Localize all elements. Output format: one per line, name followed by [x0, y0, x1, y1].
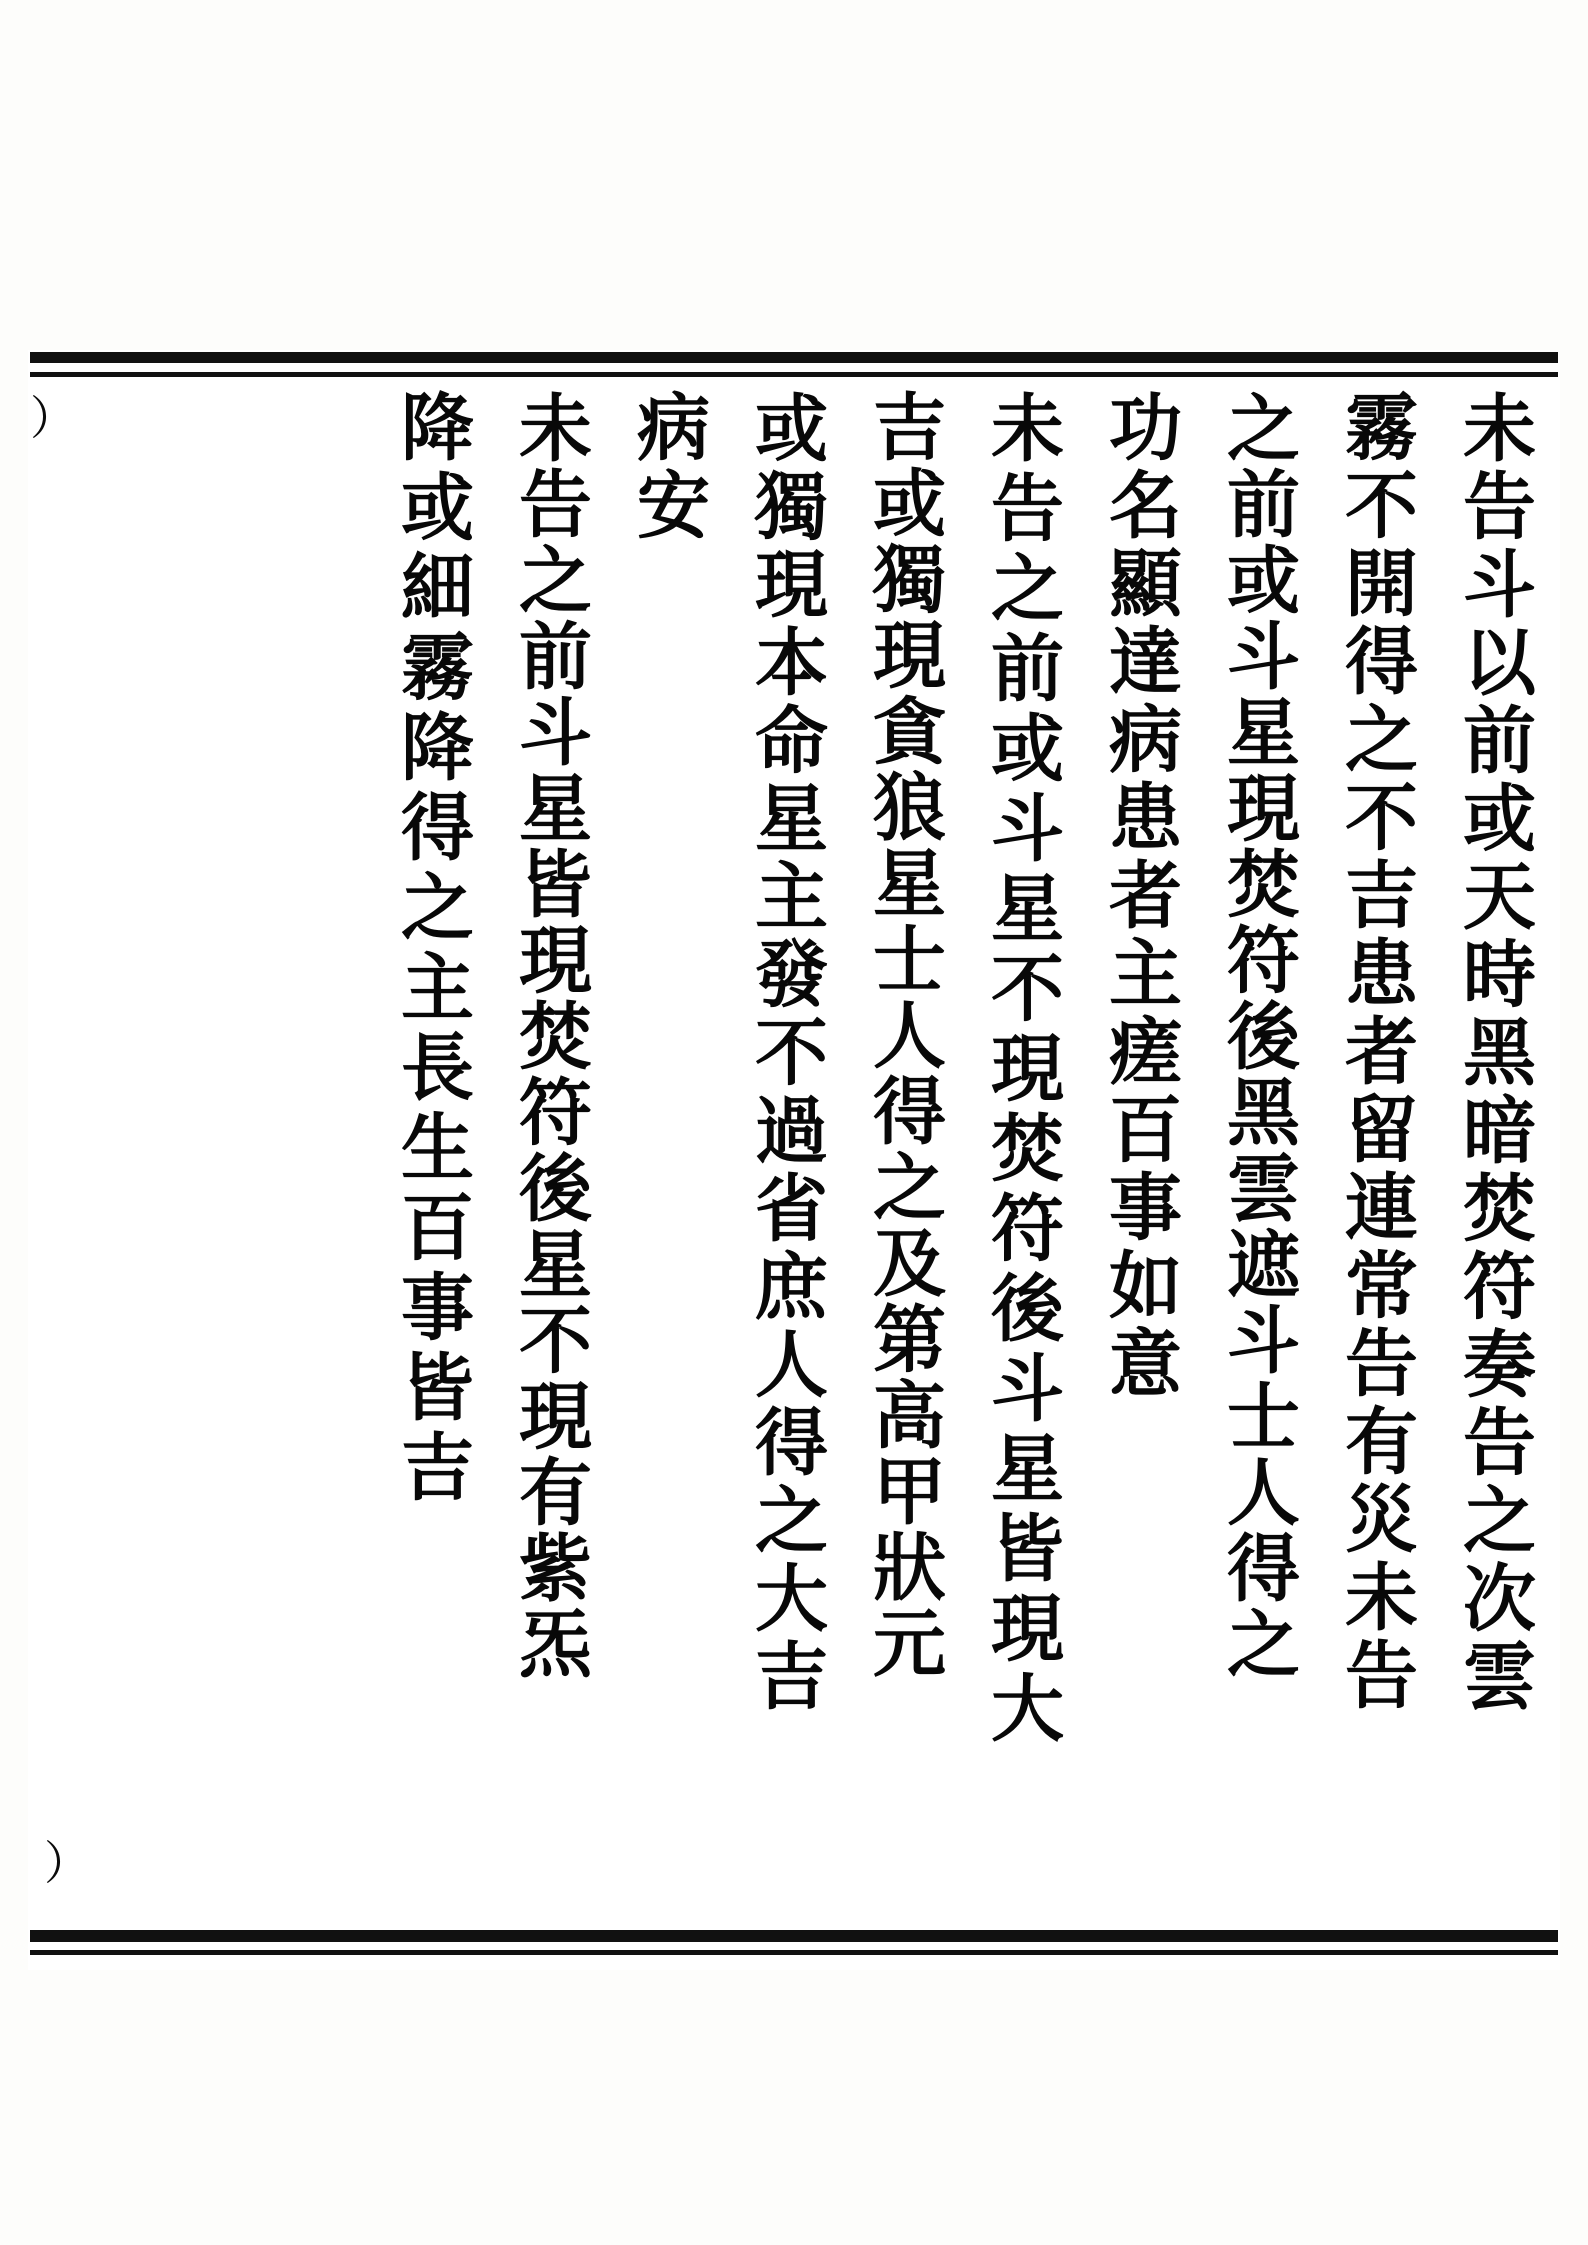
- bottom-left-ink-mark: ）: [44, 1836, 90, 1890]
- top-left-ink-mark: ）: [30, 391, 76, 445]
- text-column-10: 降或細霧降得之主長生百事皆吉: [388, 389, 474, 1509]
- text-column-2: 霧不開得之不吉患者留連常告有災未告: [1332, 389, 1418, 1715]
- text-column-7: 或獨現本命星主發不過省庶人得之大吉: [742, 390, 828, 1716]
- text-column-9: 未告之前斗星皆現焚符後星不現有紫炁: [506, 390, 592, 1682]
- bottom-thin-border-rule: [30, 1950, 1558, 1955]
- top-thin-border-rule: [30, 372, 1558, 377]
- text-column-1: 未告斗以前或天時黑暗焚符奏告之次雲: [1450, 390, 1536, 1716]
- top-thick-border-rule: [30, 352, 1558, 363]
- text-column-3: 之前或斗星現焚符後黑雲遮斗士人得之: [1214, 390, 1300, 1682]
- bottom-thick-border-rule: [30, 1930, 1558, 1942]
- text-column-8: 病安: [624, 389, 710, 545]
- text-column-5: 未告之前或斗星不現焚符後斗星皆現大: [978, 390, 1064, 1750]
- text-column-container: [30, 385, 1558, 1925]
- text-column-6: 吉或獨現貪狼星士人得之及第高甲狀元: [860, 389, 946, 1681]
- text-column-4: 功名顯達病患者主瘥百事如意: [1096, 389, 1182, 1403]
